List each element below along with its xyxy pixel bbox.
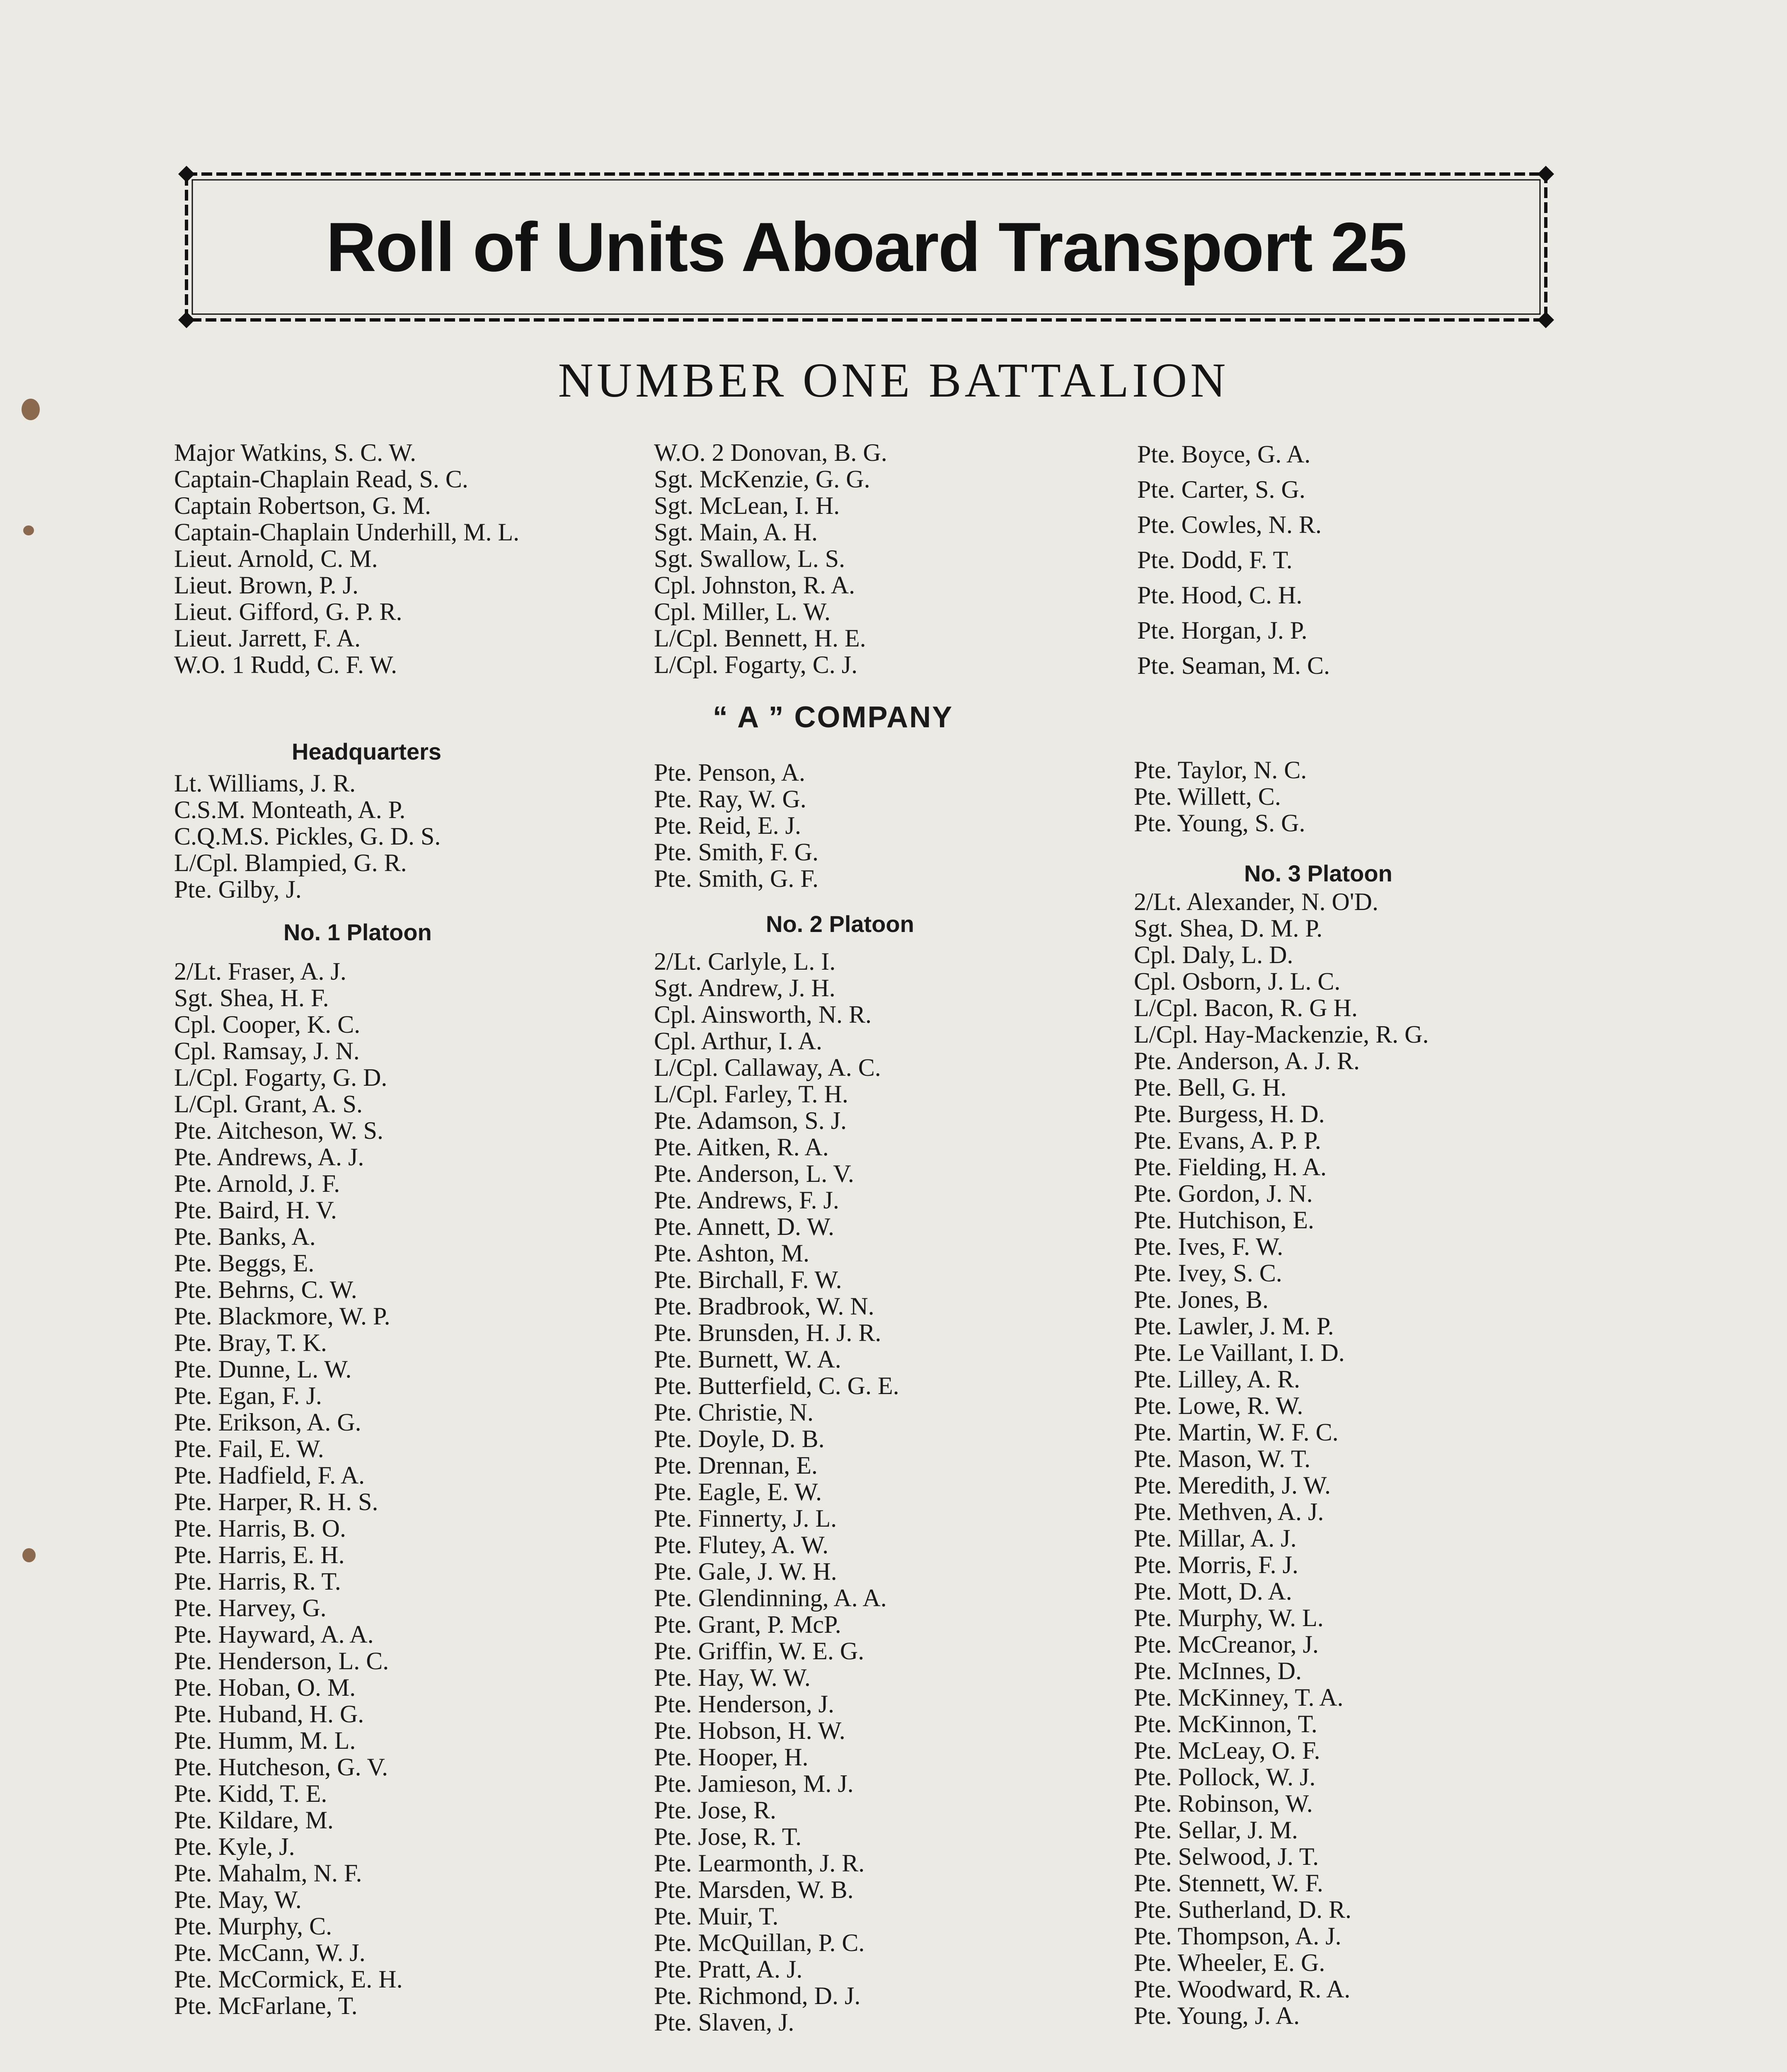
list-item: Pte. Young, J. A. <box>1134 2002 1300 2029</box>
list-item: L/Cpl. Farley, T. H. <box>654 1080 848 1108</box>
platoon3-heading: No. 3 Platoon <box>1244 860 1392 886</box>
list-item: Sgt. Shea, D. M. P. <box>1134 915 1323 942</box>
list-item: Sgt. Swallow, L. S. <box>654 545 845 572</box>
list-item: Pte. Muir, T. <box>654 1903 779 1930</box>
list-item: Cpl. Ainsworth, N. R. <box>654 1001 872 1028</box>
list-item: Pte. Dodd, F. T. <box>1137 546 1293 574</box>
punch-hole-bottom <box>22 1548 36 1562</box>
list-item: Pte. Henderson, L. C. <box>174 1647 389 1675</box>
platoon3-list <box>1134 888 1590 2029</box>
list-item: Pte. Ivey, S. C. <box>1134 1259 1282 1287</box>
list-item: Captain-Chaplain Underhill, M. L. <box>174 518 520 546</box>
list-item: Pte. Thompson, A. J. <box>1134 1922 1341 1950</box>
list-item: Pte. Brunsden, H. J. R. <box>654 1319 881 1346</box>
list-item: Pte. Anderson, L. V. <box>654 1160 854 1187</box>
list-item: Lieut. Jarrett, F. A. <box>174 625 361 652</box>
list-item: Pte. Burnett, W. A. <box>654 1346 841 1373</box>
list-item: L/Cpl. Blampied, G. R. <box>174 849 407 876</box>
list-item: Pte. Andrews, F. J. <box>654 1186 839 1214</box>
list-item: Pte. Smith, G. F. <box>654 865 818 892</box>
list-item: Pte. Young, S. G. <box>1134 809 1305 837</box>
list-item: Pte. Christie, N. <box>654 1399 814 1426</box>
list-item: Pte. Huband, H. G. <box>174 1700 364 1728</box>
column-right-top <box>1137 441 1593 687</box>
page-title: Roll of Units Aboard Transport 25 <box>326 208 1407 286</box>
list-item: Pte. Harris, R. T. <box>174 1568 341 1595</box>
list-item: Pte. Learmonth, J. R. <box>654 1849 865 1877</box>
list-item: Pte. Ashton, M. <box>654 1239 810 1267</box>
list-item: Cpl. Cooper, K. C. <box>174 1011 361 1038</box>
column-left <box>174 439 642 2019</box>
list-item: Pte. Willett, C. <box>1134 783 1281 810</box>
list-item: 2/Lt. Fraser, A. J. <box>174 958 346 985</box>
list-item: Pte. Morris, F. J. <box>1134 1551 1298 1578</box>
list-item: Pte. Reid, E. J. <box>654 812 801 839</box>
list-item: Pte. Hoban, O. M. <box>174 1674 356 1701</box>
list-item: Pte. Mason, W. T. <box>1134 1445 1311 1472</box>
list-item: Pte. Le Vaillant, I. D. <box>1134 1339 1345 1366</box>
list-item: W.O. 1 Rudd, C. F. W. <box>174 651 397 678</box>
list-item: 2/Lt. Alexander, N. O'D. <box>1134 888 1378 915</box>
list-item: Pte. Taylor, N. C. <box>1134 756 1307 784</box>
list-item: Pte. Lowe, R. W. <box>1134 1392 1303 1419</box>
list-item: C.S.M. Monteath, A. P. <box>174 796 406 823</box>
list-item: Pte. Humm, M. L. <box>174 1727 356 1754</box>
a-company-heading: “ A ” COMPANY <box>712 701 954 734</box>
list-item: Sgt. Andrew, J. H. <box>654 974 835 1002</box>
list-item: Cpl. Ramsay, J. N. <box>174 1037 360 1065</box>
list-item: 2/Lt. Carlyle, L. I. <box>654 948 836 975</box>
list-item: Pte. McCormick, E. H. <box>174 1965 403 1993</box>
list-item: Pte. Henderson, J. <box>654 1690 834 1718</box>
list-item: Pte. McKinnon, T. <box>1134 1710 1317 1738</box>
list-item: Sgt. Main, A. H. <box>654 518 818 546</box>
list-item: Pte. Kildare, M. <box>174 1806 334 1834</box>
headquarters-heading: Headquarters <box>292 738 442 765</box>
list-item: Pte. Aitken, R. A. <box>654 1133 829 1161</box>
list-item: Pte. Anderson, A. J. R. <box>1134 1047 1360 1075</box>
list-item: Pte. Erikson, A. G. <box>174 1409 361 1436</box>
list-item: Pte. Harper, R. H. S. <box>174 1488 378 1515</box>
list-item: Pte. Behrns, C. W. <box>174 1276 357 1303</box>
list-item: Pte. Finnerty, J. L. <box>654 1505 837 1532</box>
list-item: Pte. Jamieson, M. J. <box>654 1770 854 1797</box>
list-item: Pte. Beggs, E. <box>174 1249 315 1277</box>
list-item: Pte. Hutchison, E. <box>1134 1206 1314 1234</box>
list-item: Pte. Harvey, G. <box>174 1594 327 1622</box>
list-item: Pte. Harris, E. H. <box>174 1541 345 1569</box>
list-item: W.O. 2 Donovan, B. G. <box>654 439 887 466</box>
list-item: Pte. Hutcheson, G. V. <box>174 1753 388 1781</box>
battalion-heading: NUMBER ONE BATTALION <box>558 353 1229 407</box>
list-item: Pte. Lawler, J. M. P. <box>1134 1312 1334 1340</box>
list-item: Pte. Gordon, J. N. <box>1134 1180 1313 1207</box>
list-item: Lt. Williams, J. R. <box>174 770 356 797</box>
list-item: Pte. Andrews, A. J. <box>174 1143 364 1171</box>
list-item: Pte. Wheeler, E. G. <box>1134 1949 1325 1976</box>
list-item: Captain Robertson, G. M. <box>174 492 431 519</box>
list-item: Pte. Drennan, E. <box>654 1452 818 1479</box>
list-item: Pte. Bell, G. H. <box>1134 1074 1287 1101</box>
title-frame <box>178 166 1554 328</box>
list-item: L/Cpl. Hay-Mackenzie, R. G. <box>1134 1021 1429 1048</box>
list-item: Pte. Gilby, J. <box>174 876 302 903</box>
list-item: Pte. Harris, B. O. <box>174 1515 346 1542</box>
list-item: Pte. Woodward, R. A. <box>1134 1975 1351 2003</box>
list-item: Lieut. Arnold, C. M. <box>174 545 378 572</box>
list-item: Pte. Baird, H. V. <box>174 1196 337 1224</box>
list-item: Pte. Aitcheson, W. S. <box>174 1117 384 1144</box>
column-right <box>1134 757 1590 2029</box>
list-item: Pte. Lilley, A. R. <box>1134 1365 1300 1393</box>
list-item: Pte. Murphy, W. L. <box>1134 1604 1324 1631</box>
list-item: L/Cpl. Fogarty, C. J. <box>654 651 858 678</box>
list-item: C.Q.M.S. Pickles, G. D. S. <box>174 823 441 850</box>
list-item: Lieut. Brown, P. J. <box>174 571 359 599</box>
list-item: Pte. McCann, W. J. <box>174 1939 366 1966</box>
list-item: Pte. Fielding, H. A. <box>1134 1153 1327 1181</box>
list-item: Pte. Hadfield, F. A. <box>174 1462 365 1489</box>
list-item: Pte. Bradbrook, W. N. <box>654 1293 874 1320</box>
list-item: Pte. Jones, B. <box>1134 1286 1269 1313</box>
headquarters-list <box>174 770 642 903</box>
list-item: Pte. McLeay, O. F. <box>1134 1737 1320 1764</box>
platoon2-heading: No. 2 Platoon <box>766 911 914 937</box>
list-item: Pte. Butterfield, C. G. E. <box>654 1372 899 1399</box>
list-item: Pte. Martin, W. F. C. <box>1134 1418 1339 1446</box>
list-item: Pte. Hobson, H. W. <box>654 1717 845 1744</box>
list-item: Pte. Evans, A. P. P. <box>1134 1127 1321 1154</box>
officers-list <box>174 439 642 678</box>
list-item: Pte. Boyce, G. A. <box>1137 441 1311 468</box>
list-item: Lieut. Gifford, G. P. R. <box>174 598 402 625</box>
list-item: Cpl. Johnston, R. A. <box>654 571 855 599</box>
list-item: L/Cpl. Fogarty, G. D. <box>174 1064 387 1091</box>
column-middle-top <box>654 439 1110 678</box>
list-item: Pte. Pollock, W. J. <box>1134 1763 1316 1791</box>
list-item: Pte. Carter, S. G. <box>1137 476 1305 503</box>
list-item: Pte. McFarlane, T. <box>174 1992 358 2019</box>
list-item: Pte. Hood, C. H. <box>1137 581 1303 609</box>
list-item: Pte. McInnes, D. <box>1134 1657 1302 1685</box>
list-item: Pte. Griffin, W. E. G. <box>654 1637 864 1665</box>
list-item: Cpl. Arthur, I. A. <box>654 1027 822 1055</box>
list-item: Pte. Richmond, D. J. <box>654 1982 861 2009</box>
list-item: Pte. Hay, W. W. <box>654 1664 811 1691</box>
list-item: Pte. Millar, A. J. <box>1134 1525 1297 1552</box>
list-item: Pte. Stennett, W. F. <box>1134 1869 1323 1897</box>
list-item: Pte. Eagle, E. W. <box>654 1478 822 1506</box>
list-item: Pte. Slaven, J. <box>654 2009 794 2036</box>
list-item: Pte. McCreanor, J. <box>1134 1631 1319 1658</box>
list-item: Captain-Chaplain Read, S. C. <box>174 465 468 493</box>
platoon1-list <box>174 958 642 2019</box>
list-item: Pte. Sellar, J. M. <box>1134 1816 1298 1844</box>
platoon2-list <box>654 948 1110 2036</box>
list-item: Pte. Mott, D. A. <box>1134 1578 1292 1605</box>
list-item: Pte. Marsden, W. B. <box>654 1876 854 1903</box>
list-item: Pte. Horgan, J. P. <box>1137 617 1308 644</box>
list-item: Pte. Smith, F. G. <box>654 838 818 866</box>
list-item: Pte. Cowles, N. R. <box>1137 511 1322 538</box>
list-item: Pte. Arnold, J. F. <box>174 1170 340 1197</box>
list-item: Pte. Burgess, H. D. <box>1134 1100 1325 1128</box>
list-item: Pte. Hooper, H. <box>654 1743 809 1771</box>
list-item: Pte. Jose, R. <box>654 1796 777 1824</box>
list-item: Pte. Blackmore, W. P. <box>174 1302 390 1330</box>
list-item: Pte. Sutherland, D. R. <box>1134 1896 1351 1923</box>
list-item: L/Cpl. Grant, A. S. <box>174 1090 363 1118</box>
list-item: Sgt. Shea, H. F. <box>174 984 329 1012</box>
list-item: Pte. Jose, R. T. <box>654 1823 802 1850</box>
list-item: Pte. Birchall, F. W. <box>654 1266 842 1293</box>
list-item: Cpl. Osborn, J. L. C. <box>1134 968 1341 995</box>
list-item: Cpl. Daly, L. D. <box>1134 941 1293 968</box>
list-item: Pte. Dunne, L. W. <box>174 1356 352 1383</box>
list-item: Pte. Selwood, J. T. <box>1134 1843 1319 1870</box>
list-item: Pte. Seaman, M. C. <box>1137 652 1330 679</box>
list-item: Pte. Pratt, A. J. <box>654 1956 803 1983</box>
list-item: Pte. Kidd, T. E. <box>174 1780 327 1807</box>
list-item: Pte. Banks, A. <box>174 1223 316 1250</box>
list-item: Pte. Egan, F. J. <box>174 1382 322 1409</box>
list-item: Pte. Annett, D. W. <box>654 1213 835 1240</box>
punch-hole-mid <box>23 525 34 535</box>
list-item: Pte. McQuillan, P. C. <box>654 1929 865 1956</box>
platoon1-heading: No. 1 Platoon <box>283 919 432 945</box>
list-item: Pte. Ray, W. G. <box>654 785 806 813</box>
list-item: L/Cpl. Bennett, H. E. <box>654 625 866 652</box>
list-item: Pte. Mahalm, N. F. <box>174 1859 362 1887</box>
list-item: Pte. Hayward, A. A. <box>174 1621 374 1648</box>
list-item: Pte. Methven, A. J. <box>1134 1498 1324 1525</box>
list-item: Pte. Meredith, J. W. <box>1134 1472 1331 1499</box>
list-item: Pte. Robinson, W. <box>1134 1790 1313 1817</box>
list-item: Pte. Kyle, J. <box>174 1833 295 1860</box>
list-item: L/Cpl. Bacon, R. G H. <box>1134 994 1358 1021</box>
list-item: Sgt. McLean, I. H. <box>654 492 840 519</box>
list-item: Pte. Bray, T. K. <box>174 1329 327 1356</box>
list-item: Pte. Ives, F. W. <box>1134 1233 1283 1260</box>
list-item: Pte. Doyle, D. B. <box>654 1425 825 1452</box>
list-item: Pte. Grant, P. McP. <box>654 1611 841 1638</box>
list-item: Pte. Gale, J. W. H. <box>654 1558 837 1585</box>
list-item: Pte. Murphy, C. <box>174 1912 332 1940</box>
list-item: Pte. Fail, E. W. <box>174 1435 324 1462</box>
column-middle <box>654 759 1110 2036</box>
list-item: Pte. Flutey, A. W. <box>654 1531 829 1559</box>
list-item: Pte. Penson, A. <box>654 759 806 786</box>
list-item: Pte. Adamson, S. J. <box>654 1107 847 1134</box>
list-item: L/Cpl. Callaway, A. C. <box>654 1054 881 1081</box>
list-item: Pte. McKinney, T. A. <box>1134 1684 1344 1711</box>
list-item: Sgt. McKenzie, G. G. <box>654 465 870 493</box>
list-item: Major Watkins, S. C. W. <box>174 439 416 466</box>
list-item: Pte. May, W. <box>174 1886 302 1913</box>
list-item: Cpl. Miller, L. W. <box>654 598 831 625</box>
list-item: Pte. Glendinning, A. A. <box>654 1584 887 1612</box>
